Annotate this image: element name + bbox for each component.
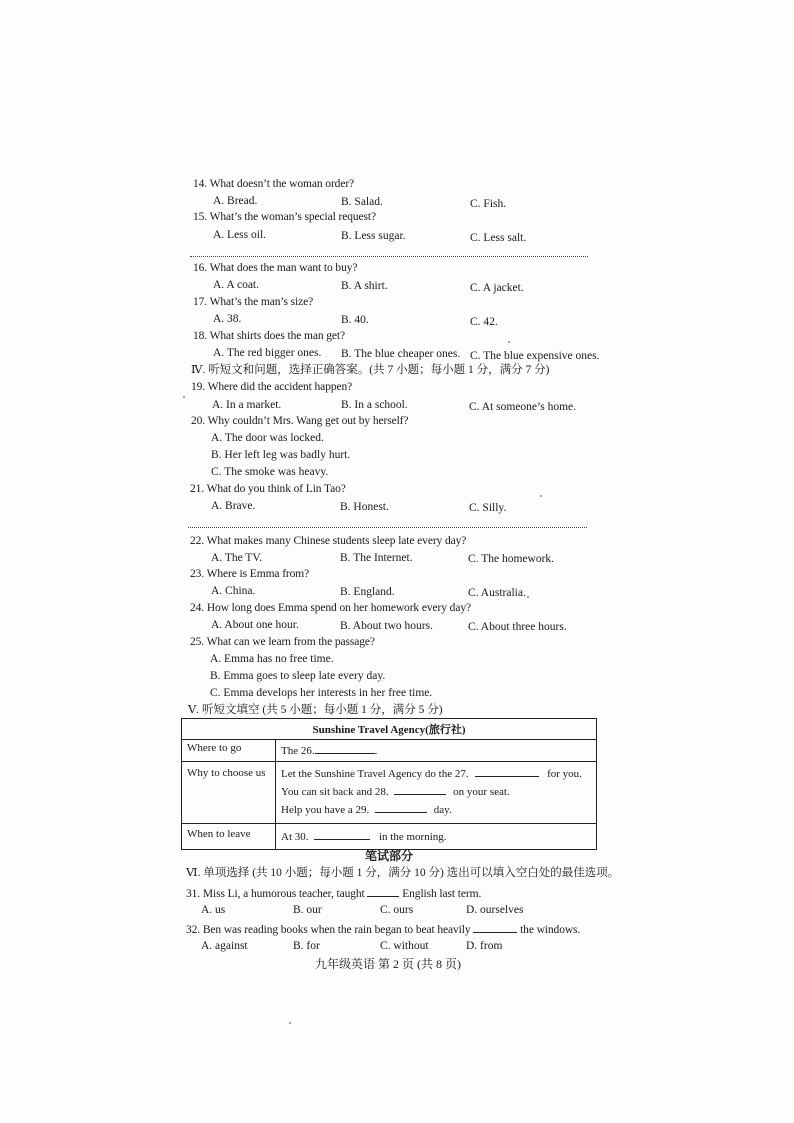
question-19-stem: 19. Where did the accident happen? bbox=[191, 381, 353, 393]
question-21-option-a: A. Brave. bbox=[211, 500, 256, 512]
row-why-cell bbox=[276, 762, 597, 824]
question-17-stem: 17. What’s the man’s size? bbox=[193, 296, 314, 308]
blank-27-suffix: for you. bbox=[547, 768, 582, 780]
section-4-heading: Ⅳ. 听短文和问题，选择正确答案。(共 7 小题；每小题 1 分，满分 7 分) bbox=[191, 364, 550, 376]
blank-32[interactable] bbox=[473, 921, 517, 933]
question-25-option-c: C. Emma develops her interests in her free time. bbox=[210, 687, 433, 699]
question-14-stem: 14. What doesn’t the woman order? bbox=[193, 178, 355, 190]
question-23-stem: 23. Where is Emma from? bbox=[190, 568, 310, 580]
question-22-option-a: A. The TV. bbox=[211, 552, 263, 564]
divider-line bbox=[190, 256, 588, 257]
question-22-stem: 22. What makes many Chinese students sleep late every day? bbox=[190, 535, 467, 547]
blank-26-end: . bbox=[374, 745, 378, 757]
table-title: Sunshine Travel Agency(旅行社) bbox=[182, 719, 597, 740]
scan-speck bbox=[540, 495, 542, 497]
question-24-stem: 24. How long does Emma spend on her homework every day? bbox=[190, 602, 471, 614]
question-31-prefix: 31. Miss Li, a humorous teacher, taught bbox=[186, 888, 365, 900]
question-31-suffix: English last term. bbox=[402, 888, 482, 900]
written-part-heading: 笔试部分 bbox=[365, 849, 414, 863]
question-19-option-a: A. In a market. bbox=[212, 399, 282, 411]
question-15-option-a: A. Less oil. bbox=[213, 229, 267, 241]
blank-28-prefix: You can sit back and 28. bbox=[281, 786, 389, 798]
question-18-stem: 18. What shirts does the man get? bbox=[193, 330, 346, 342]
question-32-option-c: C. without bbox=[380, 940, 429, 952]
question-23-option-a: A. China. bbox=[211, 585, 256, 597]
blank-27[interactable] bbox=[475, 765, 539, 777]
scan-speck bbox=[508, 341, 510, 343]
question-31-option-a: A. us bbox=[201, 904, 226, 916]
question-24-option-b: B. About two hours. bbox=[340, 620, 433, 632]
question-23-option-c: C. Australia. bbox=[468, 587, 526, 599]
question-17-option-a: A. 38. bbox=[213, 313, 242, 325]
question-21-option-c: C. Silly. bbox=[469, 502, 507, 514]
blank-28[interactable] bbox=[394, 783, 446, 795]
scan-speck bbox=[527, 596, 529, 598]
blank-28-suffix: on your seat. bbox=[453, 786, 510, 798]
row-where-cell bbox=[276, 740, 597, 762]
question-22-option-c: C. The homework. bbox=[468, 553, 555, 565]
question-31-stem bbox=[186, 885, 481, 901]
section-5-heading: Ⅴ. 听短文填空 (共 5 小题；每小题 1 分，满分 5 分) bbox=[188, 704, 443, 716]
question-32-prefix: 32. Ben was reading books when the rain began to beat heavily bbox=[186, 924, 471, 936]
question-32-option-d: D. from bbox=[466, 940, 503, 952]
question-20-option-a: A. The door was locked. bbox=[211, 432, 324, 444]
question-20-option-c: C. The smoke was heavy. bbox=[211, 466, 329, 478]
question-32-stem bbox=[186, 921, 580, 937]
question-18-option-a: A. The red bigger ones. bbox=[213, 347, 322, 359]
question-25-option-a: A. Emma has no free time. bbox=[210, 653, 334, 665]
question-19-option-c: C. At someone’s home. bbox=[469, 401, 577, 413]
question-32-option-b: B. for bbox=[293, 940, 320, 952]
question-18-option-c: C. The blue expensive ones. bbox=[470, 350, 600, 362]
question-16-option-b: B. A shirt. bbox=[341, 280, 388, 292]
question-21-stem: 21. What do you think of Lin Tao? bbox=[190, 483, 346, 495]
blank-30-suffix: in the morning. bbox=[379, 831, 447, 843]
row-when-cell bbox=[276, 824, 597, 850]
question-25-option-b: B. Emma goes to sleep late every day. bbox=[210, 670, 386, 682]
page-footer: 九年级英语 第 2 页 (共 8 页) bbox=[315, 957, 461, 971]
question-16-option-a: A. A coat. bbox=[213, 279, 259, 291]
blank-30[interactable] bbox=[314, 828, 370, 840]
question-14-option-b: B. Salad. bbox=[341, 196, 383, 208]
question-14-option-c: C. Fish. bbox=[470, 198, 507, 210]
scan-speck bbox=[183, 396, 185, 398]
question-24-option-a: A. About one hour. bbox=[211, 619, 299, 631]
question-15-stem: 15. What’s the woman’s special request? bbox=[193, 211, 377, 223]
blank-27-prefix: Let the Sunshine Travel Agency do the 27. bbox=[281, 768, 469, 780]
question-32-option-a: A. against bbox=[201, 940, 248, 952]
row-label-why: Why to choose us bbox=[182, 762, 276, 824]
question-16-option-c: C. A jacket. bbox=[470, 282, 524, 294]
question-25-stem: 25. What can we learn from the passage? bbox=[190, 636, 375, 648]
question-17-option-b: B. 40. bbox=[341, 314, 369, 326]
question-15-option-c: C. Less salt. bbox=[470, 232, 527, 244]
blank-30-prefix: At 30. bbox=[281, 831, 309, 843]
question-16-stem: 16. What does the man want to buy? bbox=[193, 262, 358, 274]
question-18-option-b: B. The blue cheaper ones. bbox=[341, 348, 461, 360]
question-17-option-c: C. 42. bbox=[470, 316, 498, 328]
travel-agency-table bbox=[181, 718, 597, 850]
question-31-option-c: C. ours bbox=[380, 904, 414, 916]
blank-31[interactable] bbox=[367, 885, 399, 897]
blank-29[interactable] bbox=[375, 801, 427, 813]
question-20-stem: 20. Why couldn’t Mrs. Wang get out by herself? bbox=[191, 415, 409, 427]
blank-26[interactable] bbox=[315, 742, 375, 754]
question-31-option-b: B. our bbox=[293, 904, 322, 916]
question-24-option-c: C. About three hours. bbox=[468, 621, 567, 633]
blank-26-prefix: The 26. bbox=[281, 745, 315, 757]
divider-line bbox=[188, 527, 587, 528]
question-21-option-b: B. Honest. bbox=[340, 501, 389, 513]
question-32-suffix: the windows. bbox=[520, 924, 581, 936]
row-label-when: When to leave bbox=[182, 824, 276, 850]
question-23-option-b: B. England. bbox=[340, 586, 395, 598]
question-31-option-d: D. ourselves bbox=[466, 904, 524, 916]
blank-29-suffix: day. bbox=[433, 804, 452, 816]
section-6-heading: Ⅵ. 单项选择 (共 10 小题；每小题 1 分，满分 10 分) 选出可以填入空白处的最佳选项。 bbox=[186, 867, 620, 879]
question-20-option-b: B. Her left leg was badly hurt. bbox=[211, 449, 351, 461]
question-14-option-a: A. Bread. bbox=[213, 195, 258, 207]
question-15-option-b: B. Less sugar. bbox=[341, 230, 406, 242]
question-22-option-b: B. The Internet. bbox=[340, 552, 413, 564]
blank-29-prefix: Help you have a 29. bbox=[281, 804, 370, 816]
question-19-option-b: B. In a school. bbox=[341, 399, 408, 411]
scan-speck bbox=[289, 1022, 291, 1024]
row-label-where: Where to go bbox=[182, 740, 276, 762]
